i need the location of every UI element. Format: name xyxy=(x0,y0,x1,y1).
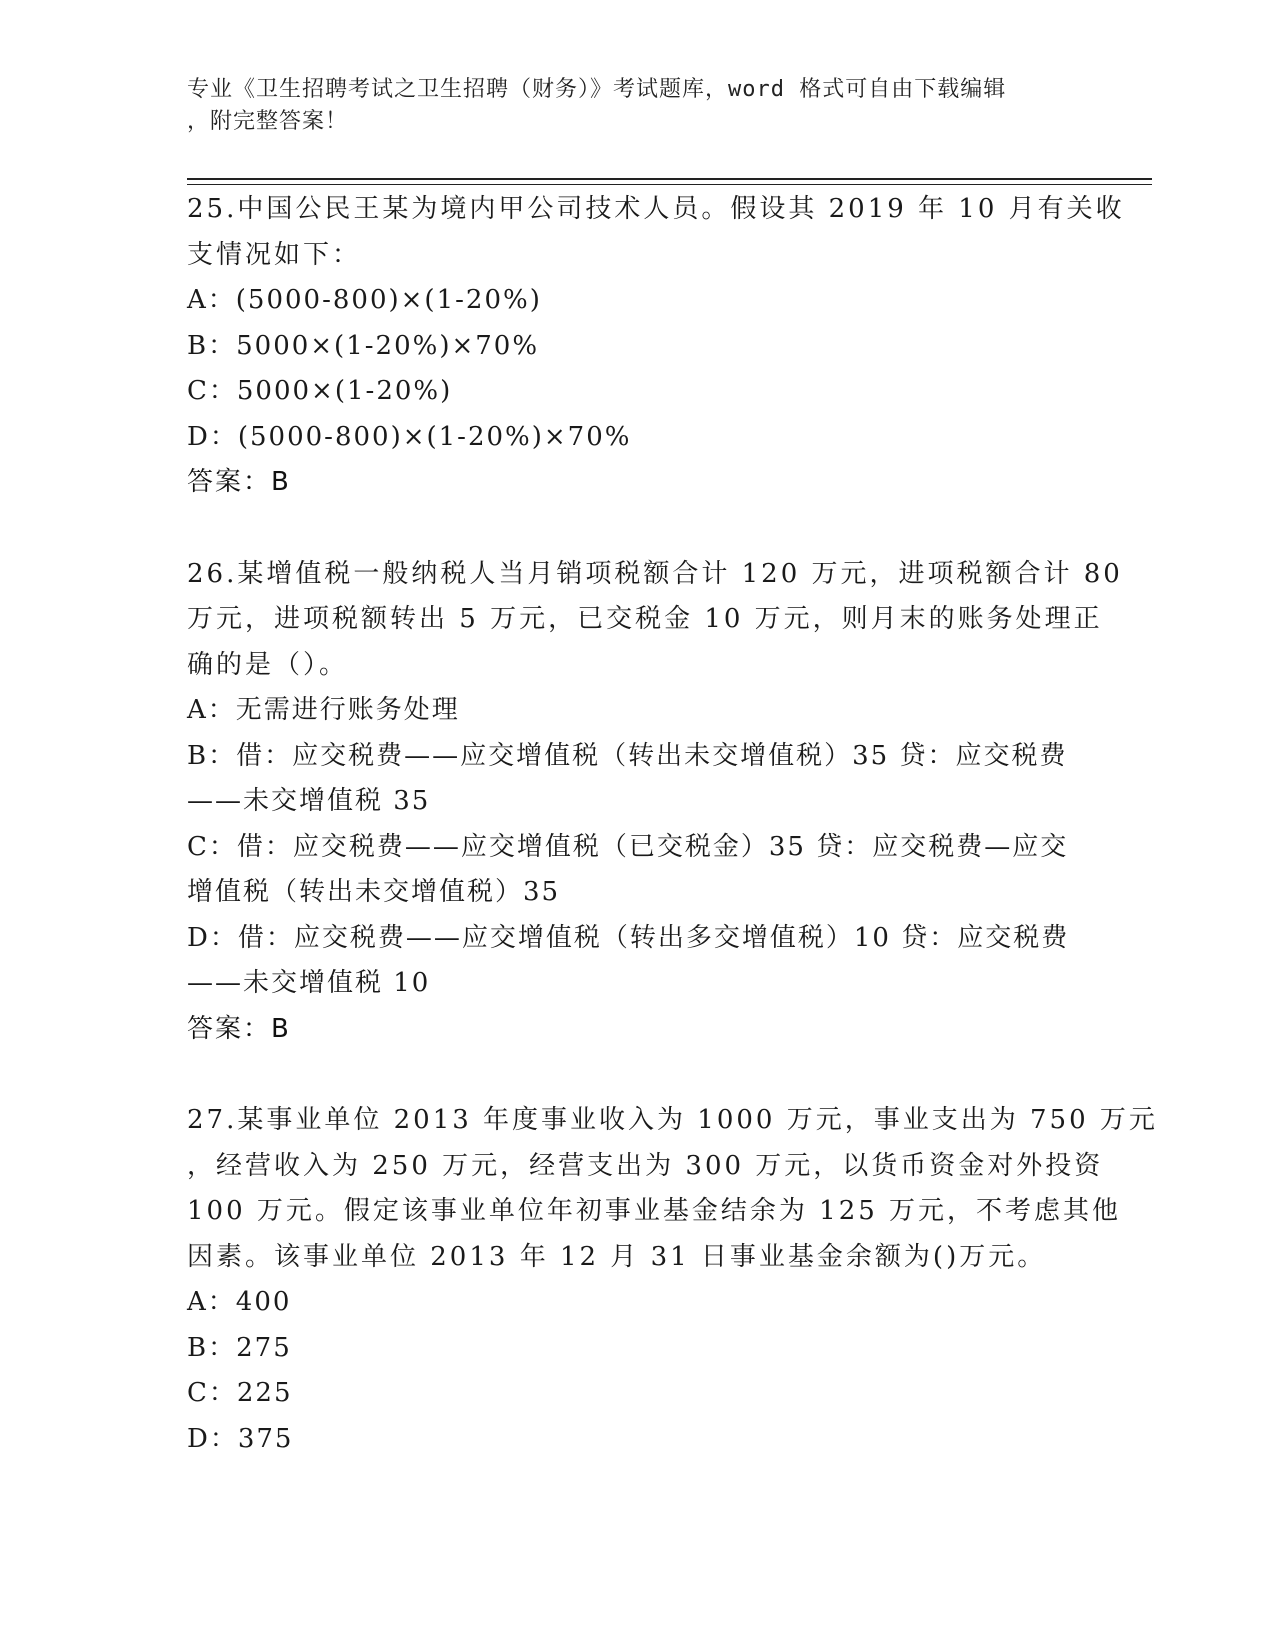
question-stem-line: 确的是（）。 xyxy=(187,649,349,680)
header-line-1: 专业《卫生招聘考试之卫生招聘（财务）》考试题库，word 格式可自由下载编辑 xyxy=(187,77,1007,102)
option-b-continued: ——未交增值税 35 xyxy=(187,786,431,816)
option-d: D：(5000-800)×(1-20%)×70% xyxy=(187,421,632,452)
question-stem-line: 26.某增值税一般纳税人当月销项税额合计 120 万元，进项税额合计 80 xyxy=(187,558,1123,589)
option-a: A：无需进行账务处理 xyxy=(187,695,460,725)
question-stem-line: 100 万元。假定该事业单位年初事业基金结余为 125 万元，不考虑其他 xyxy=(187,1196,1122,1226)
question-stem-line: 27.某事业单位 2013 年度事业收入为 1000 万元，事业支出为 750 万元 xyxy=(187,1105,1158,1135)
option-b: B：5000×(1-20%)×70% xyxy=(187,330,540,361)
header-rule-thin xyxy=(187,184,1152,185)
header-rule-thick xyxy=(187,178,1152,180)
option-a: A：(5000-800)×(1-20%) xyxy=(187,285,542,315)
option-b: B：借：应交税费——应交增值税（转出未交增值税）35 贷：应交税费 xyxy=(187,740,1068,771)
question-stem-line: 万元，进项税额转出 5 万元，已交税金 10 万元，则月末的账务处理正 xyxy=(187,604,1103,634)
option-b: B：275 xyxy=(187,1332,292,1363)
answer-label: 答案：B xyxy=(187,467,291,497)
option-a: A：400 xyxy=(187,1287,292,1317)
answer-label: 答案：B xyxy=(187,1013,291,1044)
option-c: C：225 xyxy=(187,1378,293,1408)
option-d: D：借：应交税费——应交增值税（转出多交增值税）10 贷：应交税费 xyxy=(187,922,1070,953)
question-25 xyxy=(187,187,1125,506)
option-d: D：375 xyxy=(187,1423,294,1454)
option-c-continued: 增值税（转出未交增值税）35 xyxy=(187,877,561,907)
question-26 xyxy=(187,552,1123,1053)
option-d-continued: ——未交增值税 10 xyxy=(187,968,431,998)
option-c: C：5000×(1-20%) xyxy=(187,376,453,406)
document-header xyxy=(187,74,1067,138)
question-27 xyxy=(187,1098,1158,1462)
header-line-2: ，附完整答案！ xyxy=(187,109,349,134)
question-stem-line: ，经营收入为 250 万元，经营支出为 300 万元，以货币资金对外投资 xyxy=(187,1150,1104,1181)
question-stem-line: 支情况如下： xyxy=(187,239,362,270)
question-list xyxy=(187,187,1158,1462)
option-c: C：借：应交税费——应交增值税（已交税金）35 贷：应交税费—应交 xyxy=(187,831,1069,862)
question-stem-line: 因素。该事业单位 2013 年 12 月 31 日事业基金余额为()万元。 xyxy=(187,1241,1047,1272)
question-stem-line: 25.中国公民王某为境内甲公司技术人员。假设其 2019 年 10 月有关收 xyxy=(187,194,1125,224)
